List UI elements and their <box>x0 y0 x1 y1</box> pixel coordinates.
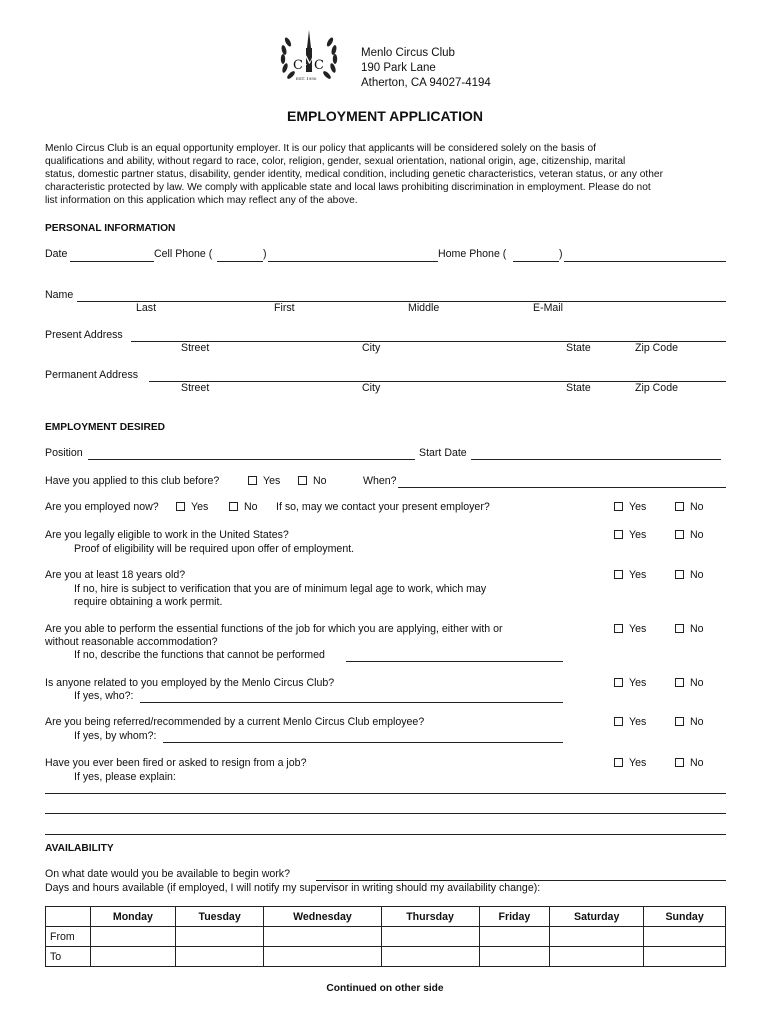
employed-yes-checkbox[interactable] <box>176 502 185 511</box>
present-sub-street: Street <box>181 342 210 354</box>
day-header-friday: Friday <box>479 907 550 927</box>
row-label-to: To <box>46 947 91 967</box>
age-note-1: If no, hire is subject to verification that you are of minimum legal age to work, which may <box>74 583 487 595</box>
cell-area-code-field[interactable] <box>217 261 263 262</box>
availability-table <box>45 906 726 967</box>
to-cell-thursday[interactable] <box>381 947 479 967</box>
to-cell-wednesday[interactable] <box>264 947 381 967</box>
employed-no-option[interactable]: No <box>229 501 258 513</box>
table-row <box>46 947 726 967</box>
name-field[interactable] <box>77 301 726 302</box>
legal-no-checkbox[interactable] <box>675 530 684 539</box>
employed-yes-option[interactable]: Yes <box>176 501 208 513</box>
from-cell-tuesday[interactable] <box>175 927 264 947</box>
perform-no-option[interactable]: No <box>675 623 704 635</box>
explain-line-1[interactable] <box>45 793 726 794</box>
present-address-label: Present Address <box>45 329 123 341</box>
logo-year: EST. 1950 <box>296 76 317 81</box>
name-label: Name <box>45 289 74 301</box>
club-address-line-1: Menlo Circus Club <box>361 47 455 59</box>
contact-yes-checkbox[interactable] <box>614 502 623 511</box>
applied-before-question: Have you applied to this club before? <box>45 475 220 487</box>
age-question: Are you at least 18 years old? <box>45 569 186 581</box>
to-cell-sunday[interactable] <box>644 947 726 967</box>
perform-field[interactable] <box>346 661 563 662</box>
day-header-saturday: Saturday <box>550 907 644 927</box>
cell-phone-label: Cell Phone ( <box>154 248 213 260</box>
permanent-sub-city: City <box>362 382 381 394</box>
fired-note: If yes, please explain: <box>74 771 176 783</box>
applied-yes-option[interactable]: Yes <box>248 475 280 487</box>
contact-yes-option[interactable]: Yes <box>614 501 646 513</box>
day-header-thursday: Thursday <box>381 907 479 927</box>
begin-date-question: On what date would you be available to begin work? <box>45 868 290 880</box>
name-sub-last: Last <box>136 302 157 314</box>
employed-no-checkbox[interactable] <box>229 502 238 511</box>
legal-yes-checkbox[interactable] <box>614 530 623 539</box>
to-cell-tuesday[interactable] <box>175 947 264 967</box>
legal-question: Are you legally eligible to work in the United States? <box>45 529 289 541</box>
referred-question: Are you being referred/recommended by a current Menlo Circus Club employee? <box>45 716 425 728</box>
logo-letter-left: C <box>293 58 303 73</box>
from-cell-monday[interactable] <box>91 927 176 947</box>
row-label-from: From <box>46 927 91 947</box>
referred-field[interactable] <box>163 742 563 743</box>
when-label: When? <box>363 475 397 487</box>
day-header-tuesday: Tuesday <box>175 907 264 927</box>
perform-question-1: Are you able to perform the essential functions of the job for which you are applying, either with or <box>45 623 503 635</box>
age-yes-option[interactable]: Yes <box>614 569 646 581</box>
referred-no-checkbox[interactable] <box>675 717 684 726</box>
applied-no-option[interactable]: No <box>298 475 327 487</box>
from-cell-wednesday[interactable] <box>264 927 381 947</box>
employment-heading: EMPLOYMENT DESIRED <box>45 422 165 433</box>
club-address-line-2: 190 Park Lane <box>361 62 436 74</box>
related-note: If yes, who?: <box>74 690 134 702</box>
employed-now-question: Are you employed now? <box>45 501 159 513</box>
legal-no-option[interactable]: No <box>675 529 704 541</box>
from-cell-sunday[interactable] <box>644 927 726 947</box>
age-no-checkbox[interactable] <box>675 570 684 579</box>
present-sub-state: State <box>566 342 591 354</box>
referred-yes-option[interactable]: Yes <box>614 716 646 728</box>
date-field[interactable] <box>70 261 154 262</box>
fired-yes-checkbox[interactable] <box>614 758 623 767</box>
perform-yes-checkbox[interactable] <box>614 624 623 633</box>
present-sub-zip: Zip Code <box>635 342 678 354</box>
from-cell-thursday[interactable] <box>381 927 479 947</box>
permanent-address-label: Permanent Address <box>45 369 139 381</box>
fired-no-checkbox[interactable] <box>675 758 684 767</box>
home-phone-label: Home Phone ( <box>438 248 507 260</box>
permanent-sub-state: State <box>566 382 591 394</box>
referred-yes-checkbox[interactable] <box>614 717 623 726</box>
intro-line-5: list information on this application which may reflect any of the above. <box>45 195 358 206</box>
position-label: Position <box>45 447 83 459</box>
name-sub-first: First <box>274 302 295 314</box>
related-field[interactable] <box>140 702 563 703</box>
day-header-sunday: Sunday <box>644 907 726 927</box>
related-no-checkbox[interactable] <box>675 678 684 687</box>
club-logo <box>274 28 344 86</box>
table-header-row <box>46 907 726 927</box>
from-cell-friday[interactable] <box>479 927 550 947</box>
fired-yes-option[interactable]: Yes <box>614 757 646 769</box>
to-cell-friday[interactable] <box>479 947 550 967</box>
age-no-option[interactable]: No <box>675 569 704 581</box>
contact-employer-question: If so, may we contact your present employer? <box>276 501 490 513</box>
intro-line-2: qualifications and ability, without regard to race, color, religion, gender, sexual orientation, national origin, age, citizenship, marital <box>45 156 626 167</box>
start-date-field[interactable] <box>471 459 721 460</box>
legal-note: Proof of eligibility will be required upon offer of employment. <box>74 543 355 555</box>
form-title: EMPLOYMENT APPLICATION <box>287 108 483 124</box>
intro-line-3: status, domestic partner status, disability, gender identity, medical condition, including genetic characteristics, veteran status, or any other <box>45 169 663 180</box>
start-date-label: Start Date <box>419 447 467 459</box>
age-note-2: require obtaining a work permit. <box>74 596 223 608</box>
cell-phone-field[interactable] <box>268 261 438 262</box>
present-sub-city: City <box>362 342 381 354</box>
cell-phone-close: ) <box>263 248 267 260</box>
name-sub-middle: Middle <box>408 302 440 314</box>
perform-question-2: without reasonable accommodation? <box>45 636 218 648</box>
name-sub-email: E-Mail <box>533 302 564 314</box>
begin-date-field[interactable] <box>316 880 726 881</box>
referred-no-option[interactable]: No <box>675 716 704 728</box>
intro-line-1: Menlo Circus Club is an equal opportunity employer. It is our policy that applicants will be considered solely on the basis of <box>45 143 596 154</box>
position-field[interactable] <box>88 459 415 460</box>
fired-question: Have you ever been fired or asked to resign from a job? <box>45 757 307 769</box>
from-cell-saturday[interactable] <box>550 927 644 947</box>
referred-note: If yes, by whom?: <box>74 730 157 742</box>
day-header-wednesday: Wednesday <box>264 907 381 927</box>
date-label: Date <box>45 248 68 260</box>
personal-heading: PERSONAL INFORMATION <box>45 223 176 234</box>
fired-no-option[interactable]: No <box>675 757 704 769</box>
to-cell-saturday[interactable] <box>550 947 644 967</box>
perform-note: If no, describe the functions that cannot be performed <box>74 649 325 661</box>
permanent-sub-zip: Zip Code <box>635 382 678 394</box>
logo-letter-right: C <box>314 58 324 73</box>
table-row <box>46 927 726 947</box>
perform-no-checkbox[interactable] <box>675 624 684 633</box>
applied-no-checkbox[interactable] <box>298 476 307 485</box>
home-phone-field[interactable] <box>564 261 726 262</box>
related-yes-option[interactable]: Yes <box>614 677 646 689</box>
availability-heading: AVAILABILITY <box>45 843 114 854</box>
related-no-option[interactable]: No <box>675 677 704 689</box>
age-yes-checkbox[interactable] <box>614 570 623 579</box>
contact-no-checkbox[interactable] <box>675 502 684 511</box>
perform-yes-option[interactable]: Yes <box>614 623 646 635</box>
contact-no-option[interactable]: No <box>675 501 704 513</box>
club-address-line-3: Atherton, CA 94027-4194 <box>361 77 491 89</box>
explain-line-2[interactable] <box>45 813 726 814</box>
continued-footer: Continued on other side <box>326 983 444 994</box>
home-phone-close: ) <box>559 248 563 260</box>
days-hours-question: Days and hours available (if employed, I will notify my supervisor in writing should my availability change): <box>45 882 541 894</box>
to-cell-monday[interactable] <box>91 947 176 967</box>
table-corner-cell <box>46 907 91 927</box>
logo-letter-mid: M <box>303 54 317 69</box>
home-area-code-field[interactable] <box>513 261 559 262</box>
day-header-monday: Monday <box>91 907 176 927</box>
related-question: Is anyone related to you employed by the Menlo Circus Club? <box>45 677 335 689</box>
legal-yes-option[interactable]: Yes <box>614 529 646 541</box>
intro-line-4: characteristic protected by law. We comply with applicable state and local laws prohibiting discrimination in employment. Please do not <box>45 182 651 193</box>
permanent-sub-street: Street <box>181 382 210 394</box>
explain-line-3[interactable] <box>45 834 726 835</box>
applied-yes-checkbox[interactable] <box>248 476 257 485</box>
when-field[interactable] <box>398 487 726 488</box>
related-yes-checkbox[interactable] <box>614 678 623 687</box>
